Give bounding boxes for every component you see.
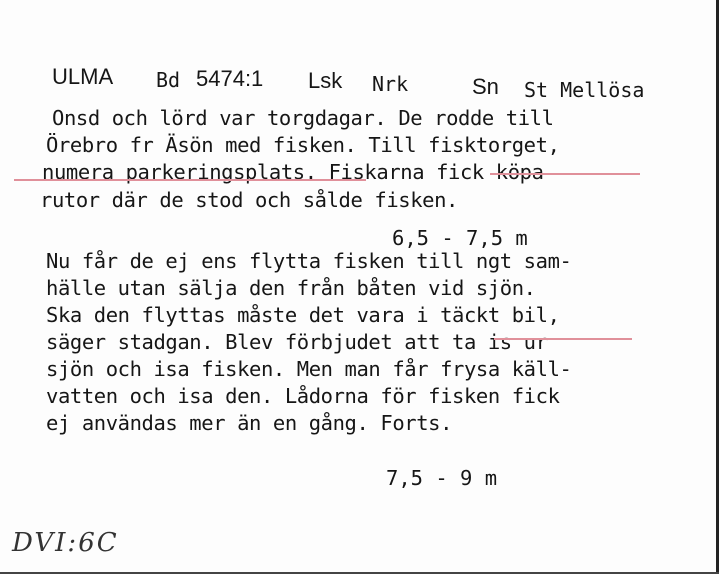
highlight-underline bbox=[14, 179, 366, 181]
text-line: Örebro fr Äsön med fisken. Till fisktorget, bbox=[46, 133, 560, 157]
text-line: Onsd och lörd var torgdagar. De rodde till bbox=[52, 106, 554, 130]
header-parish-label: Sn bbox=[472, 74, 499, 99]
text-line: vatten och isa den. Lådorna för fisken fick bbox=[46, 384, 560, 408]
header-parish: St Mellösa bbox=[524, 78, 645, 102]
measurement-range: 6,5 - 7,5 m bbox=[392, 226, 528, 250]
measurement-range: 7,5 - 9 m bbox=[386, 466, 498, 490]
text-line: ej användas mer än en gång. Forts. bbox=[46, 411, 453, 435]
header-county: Lsk bbox=[308, 68, 343, 93]
header-region: Nrk bbox=[372, 72, 409, 96]
text-line: numera parkeringsplats. Fiskarna fick köpa bbox=[42, 160, 544, 184]
text-line: Nu får de ej ens flytta fisken till ngt sam- bbox=[46, 249, 572, 273]
header-record-number: 5474:1 bbox=[196, 66, 264, 91]
highlight-underline bbox=[494, 338, 632, 340]
header-archive-code: Bd bbox=[156, 68, 181, 92]
header-archive-name: ULMA bbox=[52, 64, 114, 89]
handwritten-call-number: DVI:6C bbox=[12, 528, 119, 558]
text-line: säger stadgan. Blev förbjudet att ta is ur bbox=[46, 330, 548, 354]
text-line: rutor där de stod och sålde fisken. bbox=[40, 188, 458, 212]
text-line: sjön och isa fisken. Men man får frysa käll- bbox=[46, 357, 572, 381]
text-line: hälle utan sälja den från båten vid sjön. bbox=[46, 276, 536, 300]
highlight-underline bbox=[490, 173, 640, 175]
text-line: Ska den flyttas måste det vara i täckt bil, bbox=[46, 303, 560, 327]
